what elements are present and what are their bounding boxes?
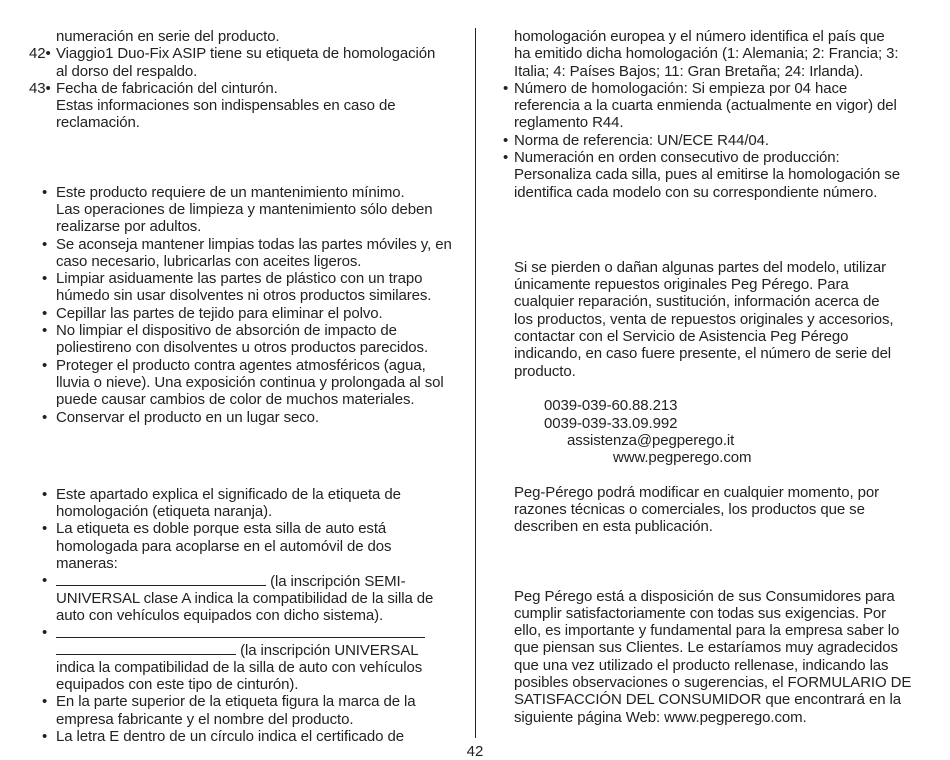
bullet-icon: • xyxy=(42,183,48,201)
text-line: Las operaciones de limpieza y mantenimiento sólo deben xyxy=(56,200,433,218)
numbered-item-42 xyxy=(0,45,468,62)
bullet-item xyxy=(503,80,923,97)
blank-underline xyxy=(56,624,425,638)
bullet-item xyxy=(0,357,468,374)
bullet-item xyxy=(0,520,468,537)
bullet-item xyxy=(0,572,468,589)
text-line: reglamento R44. xyxy=(514,114,624,132)
text-line: Se aconseja mantener limpias todas las partes móviles y, en xyxy=(56,235,452,253)
right-column xyxy=(503,28,923,726)
text-line: numeración en serie del producto. xyxy=(56,28,280,45)
bullet-icon: • xyxy=(42,520,48,538)
bullet-icon: • xyxy=(42,356,48,374)
text-line: UNIVERSAL clase A indica la compatibilidad de la silla de xyxy=(56,589,434,607)
bullet-icon: • xyxy=(42,408,48,426)
bullet-icon: • xyxy=(42,572,48,590)
bullet-item xyxy=(0,184,468,201)
text-line: describen en esta publicación. xyxy=(514,518,713,536)
text-line: puede causar cambios de color de muchos materiales. xyxy=(56,391,415,409)
text-line: referencia a la cuarta enmienda (actualmente en vigor) del xyxy=(514,97,897,115)
text-line: La etiqueta es doble porque esta silla de auto está xyxy=(56,520,387,538)
text-line: identifica cada modelo con su correspondiente número. xyxy=(514,183,878,201)
text-line: maneras: xyxy=(56,554,118,572)
website-url: www.pegperego.com xyxy=(613,449,752,467)
text-line: homologación (etiqueta naranja). xyxy=(56,503,273,521)
text-line: SATISFACCIÓN DEL CONSUMIDOR que encontrará en la xyxy=(514,691,901,709)
bullet-item xyxy=(0,270,468,287)
text-line: al dorso del respaldo. xyxy=(56,62,198,80)
text-line: Si se pierden o dañan algunas partes del modelo, utilizar xyxy=(514,258,887,276)
text-line: empresa fabricante y el nombre del producto. xyxy=(56,710,354,728)
text-line: realizarse por adultos. xyxy=(56,218,202,236)
text-line: auto con vehículos equipados con dicho sistema). xyxy=(56,606,384,624)
text-line: caso necesario, lubricarlas con aceites ligeros. xyxy=(56,252,362,270)
text-line: posibles observaciones o sugerencias, el FORMULARIO DE xyxy=(514,673,912,691)
bullet-item xyxy=(0,322,468,339)
text-line: homologación europea y el número identifica el país que xyxy=(514,28,885,45)
text-line: indicando, en caso fuere presente, el número de serie del xyxy=(514,345,892,363)
bullet-icon: • xyxy=(42,624,48,642)
bullet-icon: • xyxy=(42,727,48,745)
text-line: Fecha de fabricación del cinturón. xyxy=(56,79,278,97)
text-line: ha emitido dicha homologación (1: Alemania; 2: Francia; 3: xyxy=(514,45,899,63)
text-line: Cepillar las partes de tejido para eliminar el polvo. xyxy=(56,304,383,322)
left-column xyxy=(0,28,468,745)
underline-label-line xyxy=(0,641,468,658)
numbered-item-43 xyxy=(0,80,468,97)
text-line: producto. xyxy=(514,362,576,380)
bullet-icon: • xyxy=(42,304,48,322)
phone-number: 0039-039-60.88.213 xyxy=(544,397,678,415)
bullet-icon: • xyxy=(42,235,48,253)
bullet-icon: • xyxy=(503,79,509,97)
text-line: que piensan sus Clientes. Le estaríamos muy agradecidos xyxy=(514,639,898,657)
text-line: reclamación. xyxy=(56,114,140,132)
text-line: No limpiar el dispositivo de absorción de impacto de xyxy=(56,322,397,340)
text-line: Este apartado explica el significado de la etiqueta de xyxy=(56,485,401,503)
text-line: ello, es importante y fundamental para la empresa saber lo xyxy=(514,622,900,640)
bullet-item xyxy=(0,305,468,322)
text-line: cualquier reparación, sustitución, información acerca de xyxy=(514,293,880,311)
bullet-item xyxy=(0,409,468,426)
bullet-item xyxy=(503,149,923,166)
bullet-icon: • xyxy=(42,322,48,340)
bullet-item xyxy=(0,624,468,641)
text-line: Peg Pérego está a disposición de sus Consumidores para xyxy=(514,587,895,605)
text-line: los productos, venta de repuestos originales y accesorios, xyxy=(514,310,894,328)
text-line: Numeración en orden consecutivo de producción: xyxy=(514,149,840,167)
bullet-icon: • xyxy=(42,693,48,711)
text-line: siguiente página Web: www.pegperego.com. xyxy=(514,708,807,726)
blank-underline xyxy=(56,641,236,655)
text-line: (la inscripción UNIVERSAL xyxy=(240,642,419,660)
bullet-icon: • xyxy=(42,485,48,503)
text-line: La letra E dentro de un círculo indica el certificado de xyxy=(56,727,404,745)
text-line: En la parte superior de la etiqueta figura la marca de la xyxy=(56,693,416,711)
text-line: húmedo sin usar disolventes ni otros productos similares. xyxy=(56,287,432,305)
text-line: Número de homologación: Si empieza por 04 hace xyxy=(514,79,848,97)
text-line: Viaggio1 Duo-Fix ASIP tiene su etiqueta de homologación xyxy=(56,45,436,63)
text-line: Peg-Pérego podrá modificar en cualquier momento, por xyxy=(514,483,880,501)
bullet-icon: • xyxy=(42,270,48,288)
page-number: 42 xyxy=(466,743,484,760)
blank-underline xyxy=(56,572,266,586)
text-line: Conservar el producto en un lugar seco. xyxy=(56,408,319,426)
text-line: Estas informaciones son indispensables en caso de xyxy=(56,97,396,115)
text-line: Norma de referencia: UN/ECE R44/04. xyxy=(514,131,769,149)
text-line: únicamente repuestos originales Peg Pérego. Para xyxy=(514,276,849,294)
text-line: poliestireno con disolventes u otros productos parecidos. xyxy=(56,339,429,357)
item-number: 43• xyxy=(29,79,51,97)
text-line: Proteger el producto contra agentes atmosféricos (agua, xyxy=(56,356,426,374)
bullet-item xyxy=(0,693,468,710)
text-line: cumplir satisfactoriamente con todas sus exigencias. Por xyxy=(514,604,887,622)
text-line: lluvia o nieve). Una exposición continua y prolongada al sol xyxy=(56,373,444,391)
bullet-icon: • xyxy=(503,131,509,149)
text-line: Limpiar asiduamente las partes de plástico con un trapo xyxy=(56,270,423,288)
bullet-item xyxy=(503,132,923,149)
text-line: indica la compatibilidad de la silla de auto con vehículos xyxy=(56,658,423,676)
phone-number: 0039-039-33.09.992 xyxy=(544,414,678,432)
text-line: Este producto requiere de un mantenimiento mínimo. xyxy=(56,183,405,201)
email-address: assistenza@pegperego.it xyxy=(567,431,735,449)
text-line: contactar con el Servicio de Asistencia Peg Pérego xyxy=(514,328,849,346)
text-line: Personaliza cada silla, pues al emitirse la homologación se xyxy=(514,166,900,184)
text-line: Italia; 4: Países Bajos; 11: Gran Bretaña; 24: Irlanda). xyxy=(514,62,864,80)
bullet-icon: • xyxy=(503,149,509,167)
column-divider xyxy=(475,28,476,738)
bullet-item xyxy=(0,236,468,253)
text-line: (la inscripción SEMI- xyxy=(270,573,406,591)
bullet-item xyxy=(0,486,468,503)
text-line: que una vez utilizado el producto rellenase, indicando las xyxy=(514,656,889,674)
text-line: homologada para acoplarse en el automóvil de dos xyxy=(56,537,392,555)
text-line: equipados con este tipo de cinturón). xyxy=(56,675,299,693)
item-number: 42• xyxy=(29,45,51,63)
text-line: razones técnicas o comerciales, los productos que se xyxy=(514,501,865,519)
